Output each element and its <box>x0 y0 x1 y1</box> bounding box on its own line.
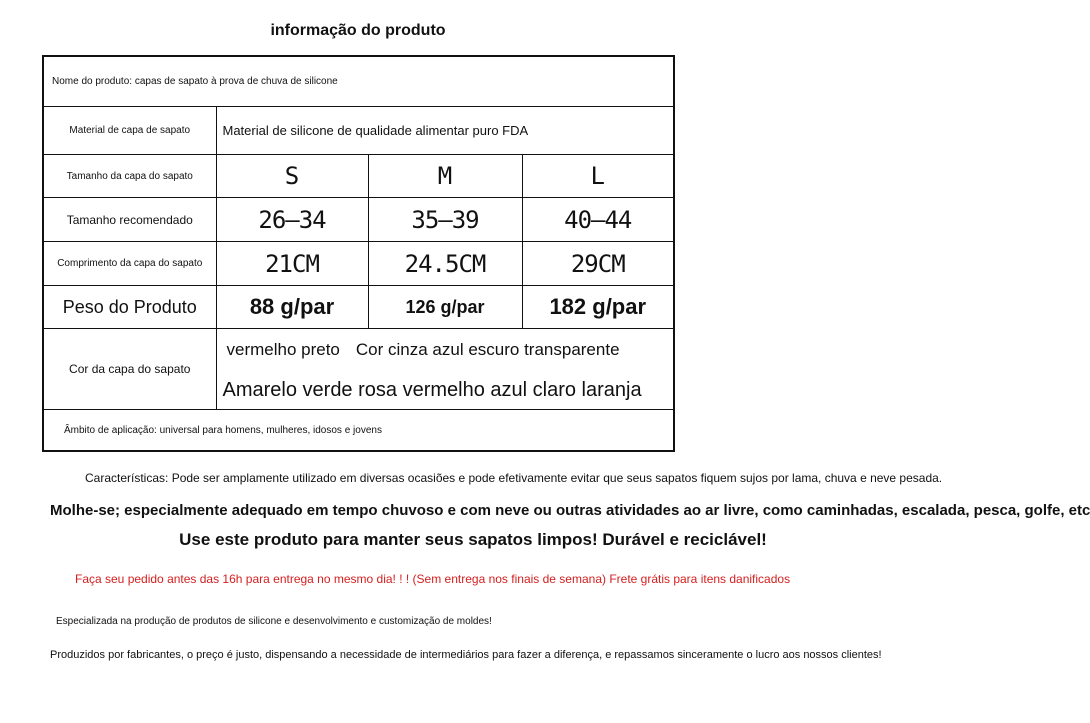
recommended-row <box>43 198 674 242</box>
recommended-l: 40–44 <box>522 198 674 242</box>
use-text: Use este produto para manter seus sapatos limpos! Durável e reciclável! <box>179 530 767 549</box>
producers-text: Produzidos por fabricantes, o preço é justo, dispensando a necessidade de intermediários para fazer a diferença, e repassamos sinceramente o lucro aos nossos clientes! <box>50 649 882 661</box>
color-line-2: Amarelo verde rosa vermelho azul claro laranja <box>222 378 642 401</box>
product-name-row <box>43 56 674 107</box>
material-label: Material de capa de sapato <box>43 107 216 155</box>
color-values <box>216 329 674 410</box>
color-label: Cor da capa do sapato <box>43 329 216 410</box>
weight-s: 88 g/par <box>216 286 368 329</box>
size-row <box>43 155 674 198</box>
color-red-black: vermelho preto <box>226 340 340 359</box>
color-line-1 <box>217 329 674 371</box>
product-name-cell: Nome do produto: capas de sapato à prova de chuva de silicone <box>43 56 674 107</box>
length-row <box>43 242 674 286</box>
size-s: S <box>216 155 368 198</box>
size-m: M <box>368 155 522 198</box>
weight-l: 182 g/par <box>522 286 674 329</box>
features-text: Características: Pode ser amplamente utilizado em diversas ocasiões e pode efetivamente evitar que seus sapatos fiquem sujos por lama, chuva e neve pesada. <box>85 471 943 485</box>
scope-row <box>43 410 674 452</box>
recommended-s: 26–34 <box>216 198 368 242</box>
weight-row <box>43 286 674 329</box>
material-value: Material de silicone de qualidade alimentar puro FDA <box>216 107 674 155</box>
order-notice: Faça seu pedido antes das 16h para entrega no mesmo dia! ! ! (Sem entrega nos finais de semana) Frete grátis para itens danificados <box>75 572 791 586</box>
recommended-m: 35–39 <box>368 198 522 242</box>
color-row <box>43 329 674 410</box>
weight-label: Peso do Produto <box>43 286 216 329</box>
length-s: 21CM <box>216 242 368 286</box>
recommended-label: Tamanho recomendado <box>43 198 216 242</box>
wet-weather-text: Molhe-se; especialmente adequado em tempo chuvoso e com neve ou outras atividades ao ar livre, como caminhadas, escalada, pesca, golfe, etc <box>50 502 1090 519</box>
length-l: 29CM <box>522 242 674 286</box>
size-l: L <box>522 155 674 198</box>
scope-cell: Âmbito de aplicação: universal para homens, mulheres, idosos e jovens <box>43 410 674 452</box>
weight-m: 126 g/par <box>368 286 522 329</box>
material-row <box>43 107 674 155</box>
size-label: Tamanho da capa do sapato <box>43 155 216 198</box>
specialized-text: Especializada na produção de produtos de silicone e desenvolvimento e customização de moldes! <box>56 616 492 627</box>
product-info-table <box>42 55 675 452</box>
length-label: Comprimento da capa do sapato <box>43 242 216 286</box>
length-m: 24.5CM <box>368 242 522 286</box>
color-gray-blue: Cor cinza azul escuro transparente <box>355 340 620 359</box>
page-title: informação do produto <box>270 22 446 39</box>
